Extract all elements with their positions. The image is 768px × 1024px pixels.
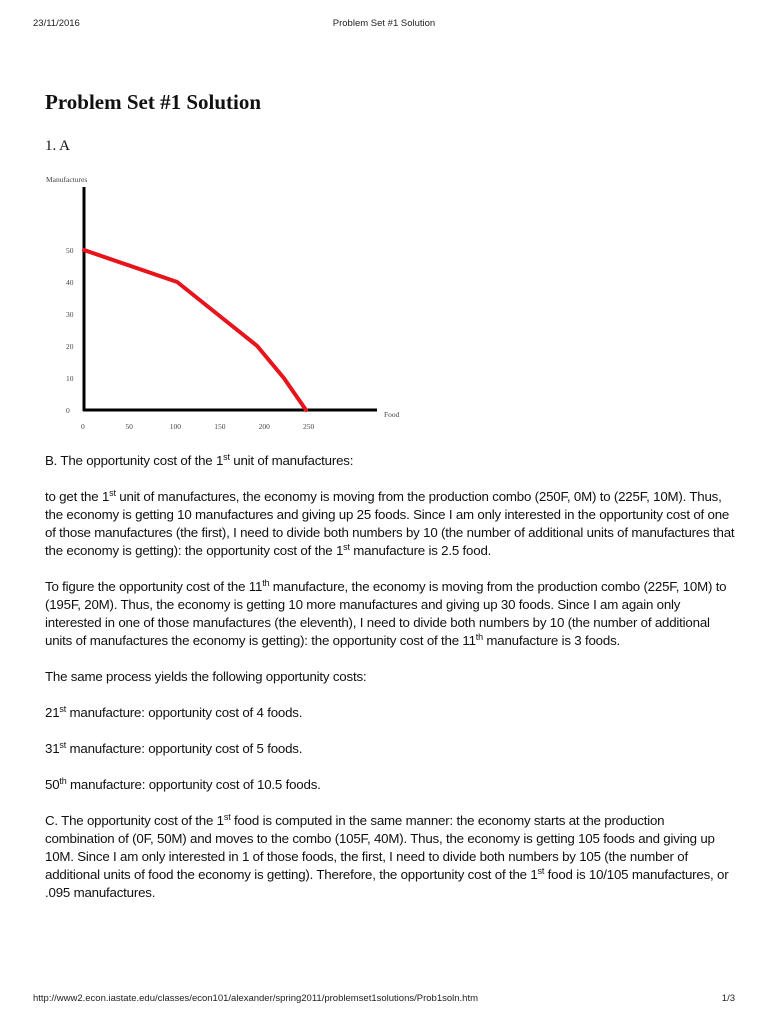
x-tick-label: 50 (125, 422, 133, 431)
paragraph-first-manufacture: to get the 1st unit of manufactures, the economy is moving from the production combo (250F, 0M) to (225F, 10M). Thus, the economy is getting 10 manufactures and giving up 25 foods. Since I am only interested in the opportunity cost of one of those manufactures (the first), I need to divide both numbers by 10 (the number of additional units of manufactures that the economy is getting): the opportunity cost of the 1st manufacture is 2.5 food. (45, 488, 735, 558)
x-tick-label: 200 (258, 422, 270, 431)
print-url: http://www2.econ.iastate.edu/classes/econ101/alexander/spring2011/problemset1solutions/Prob1soln.htm (33, 993, 479, 1004)
print-date: 23/11/2016 (33, 18, 80, 29)
ppf-chart (40, 165, 420, 440)
part-c-paragraph: C. The opportunity cost of the 1st food is computed in the same manner: the economy starts at the production combination of (0F, 50M) and moves to the combo (105F, 40M). Thus, the economy is getting 105 foods and giving up 10M. Since I am only interested in 1 of those foods, the first, I need to divide both numbers by 105 (the number of additional units of food the economy is getting). Therefore, the opportunity cost of the 1st food is 10/105 manufactures, or .095 manufactures. (45, 812, 729, 900)
x-tick-label: 0 (81, 422, 85, 431)
chart-xlabel: Food (384, 410, 400, 419)
y-tick-label: 0 (66, 406, 70, 415)
cost-50th: 50th manufacture: opportunity cost of 10.5 foods. (45, 776, 321, 792)
y-tick-label: 10 (66, 374, 74, 383)
page-title: Problem Set #1 Solution (45, 90, 262, 114)
x-tick-label: 100 (169, 422, 182, 431)
y-tick-label: 50 (66, 246, 74, 255)
chart-ylabel: Manufactures (46, 175, 88, 184)
print-header-title: Problem Set #1 Solution (332, 18, 436, 29)
solution-body (45, 452, 735, 920)
cost-31st: 31st manufacture: opportunity cost of 5 foods. (45, 740, 303, 756)
page-number: 1/3 (721, 993, 735, 1004)
question-label: 1. A (45, 138, 71, 154)
x-tick-label: 150 (214, 422, 226, 431)
y-tick-label: 40 (66, 278, 74, 287)
paragraph-eleventh-manufacture: To figure the opportunity cost of the 11th manufacture, the economy is moving from the production combo (225F, 10M) to (195F, 20M). Thus, the economy is getting 10 more manufactures and giving up 30 foods. Since I am again only interested in one of those manufactures (the eleventh), I need to divide both numbers by 10 (the number of additional units of manufactures the economy is getting): the opportunity cost of the 11th manufacture is 3 foods. (45, 578, 727, 648)
y-tick-label: 30 (66, 310, 74, 319)
part-b-heading: B. The opportunity cost of the 1st unit of manufactures: (45, 452, 354, 468)
ppf-curve (84, 250, 306, 410)
paragraph-same-process: The same process yields the following opportunity costs: (45, 669, 367, 684)
y-tick-label: 20 (66, 342, 74, 351)
x-tick-label: 250 (303, 422, 315, 431)
cost-21st: 21st manufacture: opportunity cost of 4 foods. (45, 704, 303, 720)
